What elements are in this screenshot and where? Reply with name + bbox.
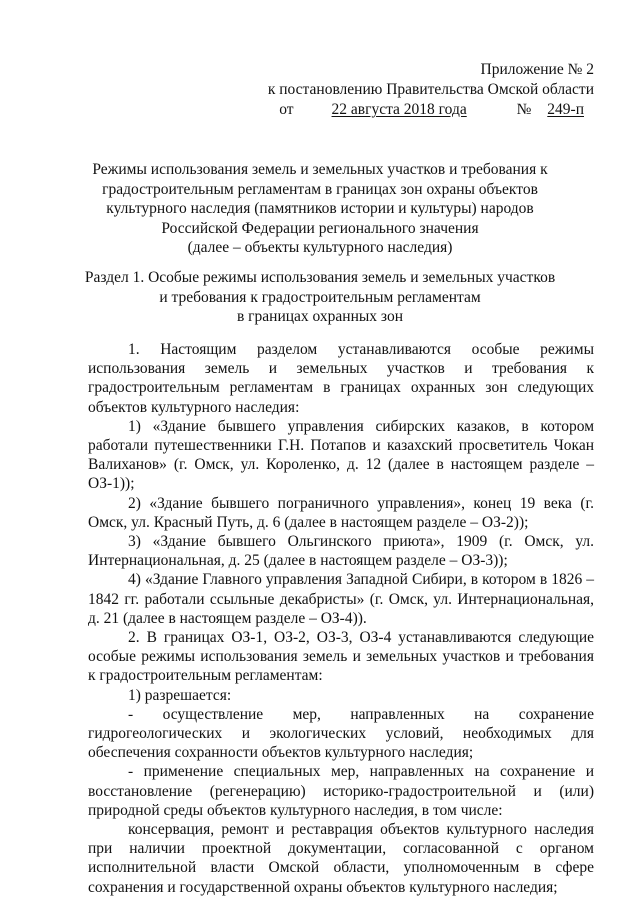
date-field [294,101,513,118]
title-line: Режимы использования земель и земельных участков и требования к [92,161,548,178]
section-heading-line: и требования к градостроительным регламентам [159,288,481,306]
number-field [535,101,594,118]
title-line: Российской Федерации регионального значения [161,219,479,237]
title-line: культурного наследия (памятников истории и культуры) народов [106,200,534,217]
paragraph: 1. Настоящим разделом устанавливаются особые режимы использования земель и земельных участков и требования к градостроительным регламентам в границах охранных зон следующих объектов культурного наследия: [88,341,594,416]
appendix-date-number-line [234,100,594,120]
paragraph: консервация, ремонт и реставрация объектов культурного наследия при наличии проектной документации, согласованной с органом исполнительной власти Омской области, уполномоченным в сфере сохранения и государственной охраны объектов культурного наследия; [88,821,594,896]
from-label: от [279,101,294,118]
appendix-header [234,60,594,120]
paragraph: 3) «Здание бывшего Ольгинского приюта», 1909 (г. Омск, ул. Интернациональная, д. 25 (далее в настоящем разделе – ОЗ-3)); [88,533,594,570]
document-body [88,340,594,897]
title-line: (далее – объекты культурного наследия) [187,239,453,256]
section-heading-line: в границах охранных зон [236,308,404,325]
section-heading [70,268,570,327]
paragraph: 2) «Здание бывшего пограничного управления», конец 19 века (г. Омск, ул. Красный Путь, д. 6 (далее в настоящем разделе – ОЗ-2)); [88,494,594,531]
title-line: градостроительным регламентам в границах зон охраны объектов [102,180,538,198]
appendix-resolution-ref: к постановлению Правительства Омской области [267,81,594,98]
paragraph: 2. В границах ОЗ-1, ОЗ-2, ОЗ-3, ОЗ-4 устанавливаются следующие особые режимы использования земель и земельных участков и требования к градостроительным регламентам: [88,629,594,685]
document-title [70,160,570,258]
section-heading-line: Раздел 1. Особые режимы использования земель и земельных участков [84,269,556,286]
date-value: 22 августа 2018 года [331,101,467,118]
paragraph: 1) разрешается: [128,686,232,704]
paragraph: 1) «Здание бывшего управления сибирских казаков, в котором работали путешественники Г.Н. Потапов и казахский просветитель Чокан Валиханов» (г. Омск, ул. Короленко, д. 12 (далее в настоящем разделе – ОЗ-1)); [88,417,594,493]
paragraph: - осуществление мер, направленных на сохранение гидрогеологических и экологических условий, необходимых для обеспечения сохранности объектов культурного наследия; [88,705,594,762]
appendix-number: Приложение № 2 [480,61,594,78]
paragraph: - применение специальных мер, направленных на сохранение и восстановление (регенерацию) историко-градостроительной и (или) природной среды объектов культурного наследия, в том числе: [88,763,594,819]
number-value: 249-п [547,101,584,118]
paragraph: 4) «Здание Главного управления Западной Сибири, в котором в 1826 – 1842 гг. работали ссыльные декабристы» (г. Омск, ул. Интернациональная, д. 21 (далее в настоящем разделе – ОЗ-4)). [88,571,594,627]
number-label: № [516,101,532,118]
